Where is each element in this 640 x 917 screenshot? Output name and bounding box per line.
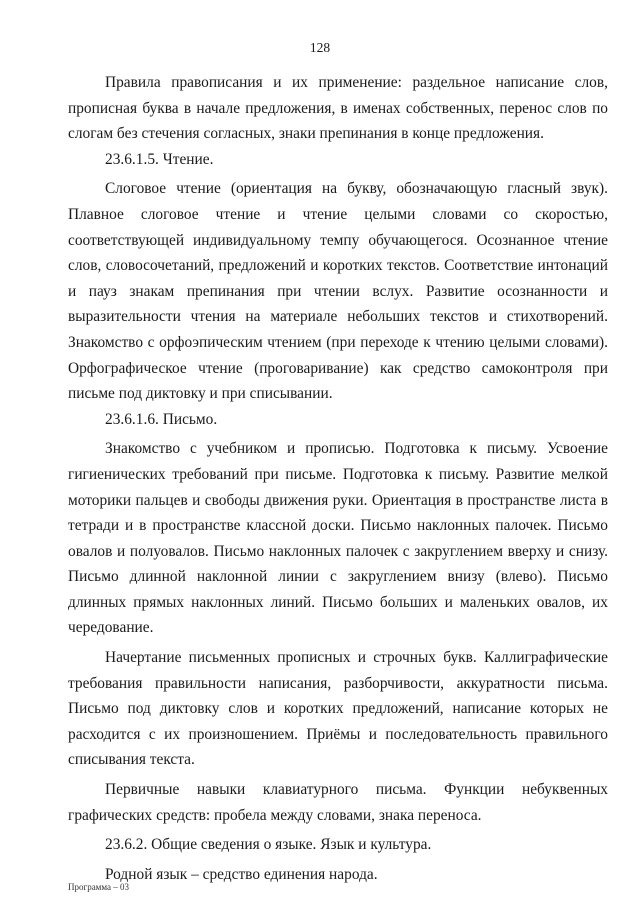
section-heading-language: 23.6.2. Общие сведения о языке. Язык и культура. (105, 836, 432, 854)
paragraph-spelling-rules: Правила правописания и их применение: раздельное написание слов, прописная буква в начале предложения, в именах собственных, перенос слов по слогам без стечения согласных, знаки препинания в конце предложения. (68, 74, 608, 143)
paragraph-letter-writing: Начертание письменных прописных и строчных букв. Каллиграфические требования правильности написания, разборчивости, аккуратности письма. Письмо под диктовку слов и коротких предложений, написание которых не расходится с их произношением. Приёмы и последовательность правильного списывания текста. (68, 649, 608, 769)
paragraph-native-language: Родной язык – средство единения народа. (105, 865, 378, 883)
section-heading-writing: 23.6.1.6. Письмо. (105, 410, 218, 428)
paragraph-reading: Слоговое чтение (ориентация на букву, обозначающую гласный звук). Плавное слоговое чтение и чтение целыми словами со скоростью, соответствующей индивидуальному темпу обучающегося. Осознанное чтение слов, словосочетаний, предложений и коротких текстов. Соответствие интонаций и пауз знакам препинания при чтении вслух. Развитие осознанности и выразительности чтения на материале небольших текстов и стихотворений. Знакомство с орфоэпическим чтением (при переходе к чтению целыми словами). Орфографическое чтение (проговаривание) как средство самоконтроля при письме под диктовку и при списывании. (68, 180, 608, 403)
section-heading-reading: 23.6.1.5. Чтение. (105, 150, 214, 168)
footer-program-label: Программа – 03 (68, 882, 130, 892)
paragraph-keyboard-writing: Первичные навыки клавиатурного письма. Функции небуквенных графических средств: пробела между словами, знака переноса. (68, 781, 608, 824)
document-body (68, 70, 608, 887)
paragraph-writing-intro: Знакомство с учебником и прописью. Подготовка к письму. Усвоение гигиенических требований при письме. Подготовка к письму. Развитие мелкой моторики пальцев и свободы движения руки. Ориентация в пространстве листа в тетради и в пространстве классной доски. Письмо наклонных палочек. Письмо овалов и полуовалов. Письмо наклонных палочек с закруглением вверху и снизу. Письмо длинной наклонной линии с закруглением внизу (влево). Письмо длинных прямых наклонных линий. Письмо больших и маленьких овалов, их чередование. (68, 440, 608, 637)
page-number: 128 (309, 40, 331, 55)
